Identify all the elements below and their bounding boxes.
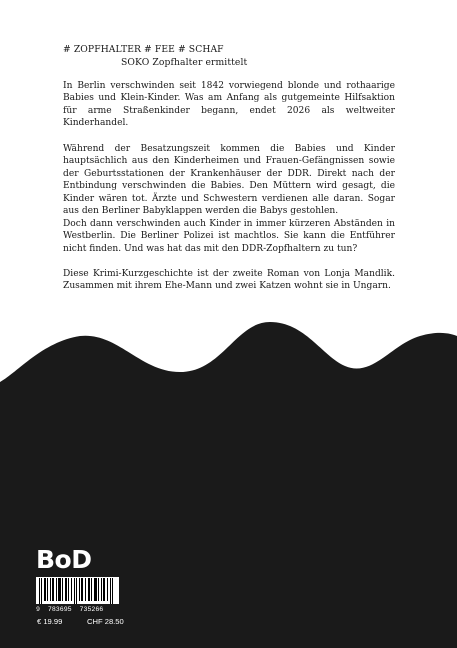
publisher-logo: BoD — [36, 545, 92, 574]
isbn-barcode — [36, 577, 119, 604]
blurb-paragraph-4: Diese Krimi-Kurzgeschichte ist der zweite Roman von Lonja Mandlik. Zusammen mit ihrem Ehe-Mann und zwei Katzen wohnt sie in Ungarn. — [63, 269, 395, 292]
hashtags-line: # ZOPFHALTER # FEE # SCHAF — [63, 44, 224, 55]
isbn-digits: 9 783695 735266 — [36, 606, 104, 613]
cover-heading — [63, 44, 247, 69]
price-euro: € 19.99 — [37, 617, 63, 626]
price-chf: CHF 28.50 — [87, 617, 124, 626]
barcode-icon — [36, 577, 119, 604]
blurb-paragraph-2: Während der Besatzungszeit kommen die Babies und Kinder hauptsächlich aus den Kinderheimen und Frauen-Gefängnissen sowie der Geburtsstationen der Krankenhäuser der DDR. Direkt nach der Entbindung verschwinden die Babies. Den Müttern wird gesagt, die Kinder wären tot. Ärzte und Schwestern verdienen alle daran. Sogar aus den Berliner Babyklappen werden die Babys gestohlen. — [63, 144, 395, 217]
blurb-paragraph-3: Doch dann verschwinden auch Kinder in immer kürzeren Abständen in Westberlin. Die Berliner Polizei ist machtlos. Sie kann die Entführer nicht finden. Und was hat das mit den DDR-Zopfhaltern zu tun? — [63, 219, 395, 254]
subtitle-line: SOKO Zopfhalter ermittelt — [121, 56, 248, 68]
blurb-paragraph-1: In Berlin verschwinden seit 1842 vorwiegend blonde und rothaarige Babies und Klein-Kinder. Was am Anfang als gutgemeinte Hilfsaktion für arme Straßenkinder begann, endet 2026 als weltweiter Kinderhandel. — [63, 81, 395, 129]
